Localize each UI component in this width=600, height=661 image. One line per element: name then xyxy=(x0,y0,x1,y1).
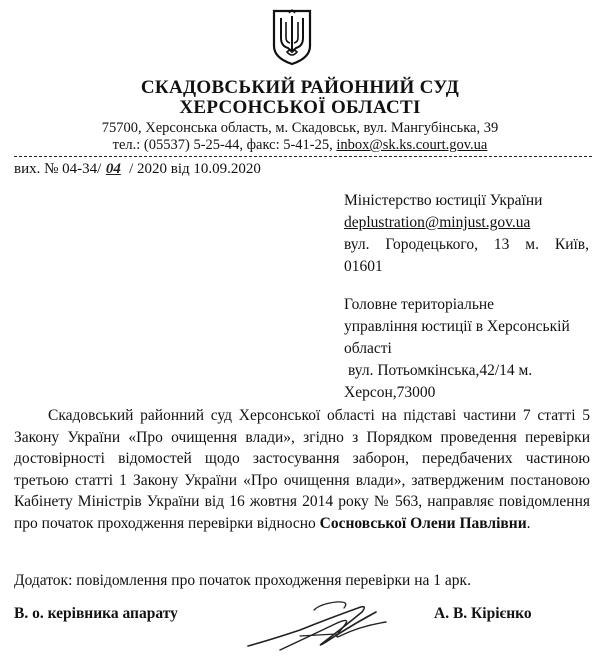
handwritten-signature xyxy=(240,596,390,658)
court-email-link[interactable]: inbox@sk.ks.court.gov.ua xyxy=(336,137,488,153)
body-end: . xyxy=(526,514,531,532)
outgoing-number xyxy=(14,160,261,178)
coat-of-arms-icon xyxy=(271,8,313,66)
recipient-justice-dept xyxy=(344,294,589,404)
letter-body xyxy=(14,405,590,534)
body-text: Скадовський районний суд Херсонської області на підставі частини 7 статті 5 Закону України «Про очищення влади», згідно з Порядком проведення перевірки достовірності відомостей щодо застосування заборон, передбачених частиною третьою статті 1 Закону України «Про очищення влади», затвердженим постановою Кабінету Міністрів України від 16 жовтня 2014 року № 563, направляє повідомлення про початок проходження перевірки відносно xyxy=(14,407,590,532)
court-address: 75700, Херсонська область, м. Скадовськ, вул. Мангубінська, 39 xyxy=(101,120,499,136)
recipient-2-line1: Головне територіальне xyxy=(344,296,495,313)
recipient-1-zip: 01601 xyxy=(344,258,383,275)
outgoing-prefix: вих. № 04-34/ xyxy=(14,161,102,177)
recipient-2-line4: вул. Потьомкінська,42/14 м. xyxy=(348,362,533,379)
recipient-1-email-link[interactable]: deplustration@minjust.gov.ua xyxy=(344,214,531,231)
recipient-2-line5: Херсон,73000 xyxy=(344,384,436,401)
recipient-ministry xyxy=(344,190,589,278)
header-divider xyxy=(14,156,592,157)
recipient-1-name: Міністерство юстиції України xyxy=(344,192,543,209)
attachment-note: Додаток: повідомлення про початок проходження перевірки на 1 арк. xyxy=(14,572,471,589)
signatory-role: В. о. керівника апарату xyxy=(14,605,178,622)
court-name-line1: СКАДОВСЬКИЙ РАЙОННИЙ СУД xyxy=(140,77,460,98)
signatory-name: А. В. Кірієнко xyxy=(434,605,532,622)
court-contacts xyxy=(0,137,600,154)
court-name-line2: ХЕРСОНСЬКОЇ ОБЛАСТІ xyxy=(179,97,421,118)
person-name: Сосновської Олени Павлівни xyxy=(319,514,527,532)
contacts-phone-fax: тел.: (05537) 5-25-44, факс: 5-41-25, xyxy=(112,137,337,153)
handwritten-number: 04 xyxy=(105,161,121,177)
recipient-1-street: вул. Городецького, 13 м. Київ, xyxy=(344,236,589,253)
recipient-2-line3: області xyxy=(344,340,392,357)
recipient-2-line2: управління юстиції в Херсонській xyxy=(344,318,570,335)
outgoing-suffix: / 2020 від 10.09.2020 xyxy=(125,161,261,177)
